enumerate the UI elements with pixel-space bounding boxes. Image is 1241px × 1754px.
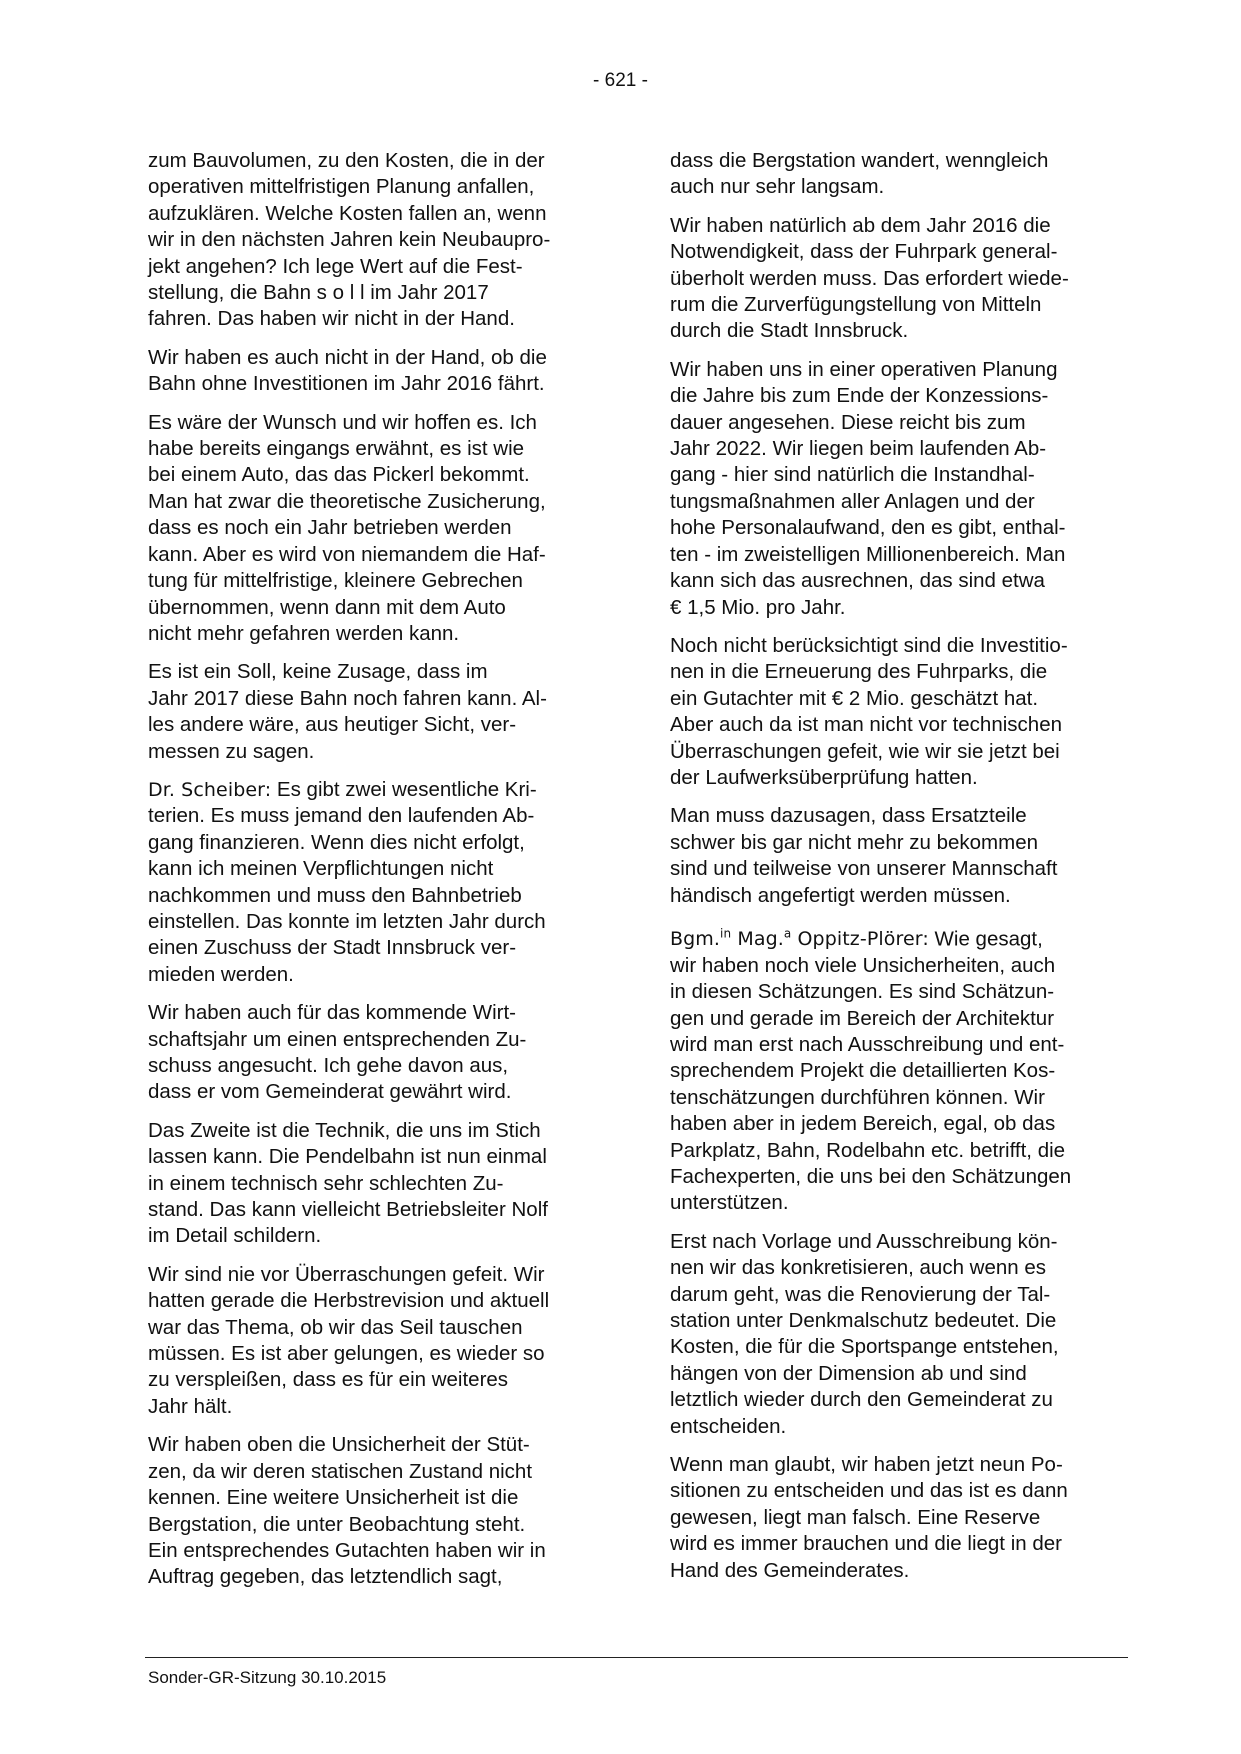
paragraph: Wir haben uns in einer operativen Planung die Jahre bis zum Ende der Konzessions- dauer angesehen. Diese reicht bis zum Jahr 2022. Wir liegen beim laufenden Ab- gang - hier sind natürlich die Instandhal- tungsmaßnahmen aller Anlagen und der hohe Personalaufwand, den es gibt, enthal- ten - im zweistelligen Millionenbereich. Man kann sich das ausrechnen, das sind etwa € 1,5 Mio. pro Jahr. — [670, 357, 1066, 619]
paragraph: Es ist ein Soll, keine Zusage, dass im Jahr 2017 diese Bahn noch fahren kann. Al- les andere wäre, aus heutiger Sicht, ver- messen zu sagen. — [148, 660, 547, 763]
paragraph: Das Zweite ist die Technik, die uns im Stich lassen kann. Die Pendelbahn ist nun einmal in einem technisch sehr schlechten Zu- stand. Das kann vielleicht Betriebsleiter Nolf im Detail schildern. — [148, 1118, 548, 1248]
paragraph: Wir sind nie vor Überraschungen gefeit. Wir hatten gerade die Herbstrevision und aktuell war das Thema, ob wir das Seil tauschen müssen. Es ist aber gelungen, es wieder so zu verspleißen, dass es für ein weiteres Jahr hält. — [148, 1262, 550, 1418]
paragraph: Man muss dazusagen, dass Ersatzteile schwer bis gar nicht mehr zu bekommen sind und teilweise von unserer Mannschaft händisch angefertigt werden müssen. — [670, 804, 1058, 907]
right-column — [670, 148, 1130, 1596]
speaker-paragraph — [670, 921, 1130, 1217]
speaker-name: Dr. Scheiber: — [148, 778, 272, 801]
footer-text: Sonder-GR-Sitzung 30.10.2015 — [148, 1668, 387, 1687]
page-number: - 621 - — [593, 70, 648, 91]
speaker-name: Bgm.$^{in}$ Mag.$^a$ Oppitz-Plörer: — [670, 926, 929, 951]
speaker-paragraph — [148, 777, 598, 988]
footer-divider — [145, 1657, 1128, 1658]
speech-text: Wie gesagt, wir haben noch viele Unsicherheiten, auch in diesen Schätzungen. Es sind Schätzun- gen und gerade im Bereich der Architektur wird man erst nach Ausschreibung und ent- sprechendem Projekt die detaillierten Kos- tenschätzungen durchführen können. Wir haben aber in jedem Bereich, egal, ob das Parkplatz, Bahn, Rodelbahn etc. betrifft, die Fachexperten, die uns bei den Schätzungen unterstützen. — [670, 927, 1072, 1215]
left-column — [148, 148, 598, 1603]
paragraph: Erst nach Vorlage und Ausschreibung kön- nen wir das konkretisieren, auch wenn es darum geht, was die Renovierung der Tal- station unter Denkmalschutz bedeutet. Die Kosten, die für die Sportspange entstehen, hängen von der Dimension ab und sind letztlich wieder durch den Gemeinderat zu entscheiden. — [670, 1229, 1059, 1438]
paragraph: Wir haben auch für das kommende Wirt- schaftsjahr um einen entsprechenden Zu- schuss angesucht. Ich gehe davon aus, dass er vom Gemeinderat gewährt wird. — [148, 1001, 527, 1104]
paragraph: Es wäre der Wunsch und wir hoffen es. Ich habe bereits eingangs erwähnt, es ist wie bei einem Auto, das das Pickerl bekommt. Man hat zwar die theoretische Zusicherung, dass es noch ein Jahr betrieben werden kann. Aber es wird von niemandem die Haf- tung für mittelfristige, kleinere Gebrechen übernommen, wenn dann mit dem Auto nicht mehr gefahren werden kann. — [148, 410, 546, 645]
paragraph: zum Bauvolumen, zu den Kosten, die in der operativen mittelfristigen Planung anfallen, aufzuklären. Welche Kosten fallen an, wenn wir in den nächsten Jahren kein Neubaupro- jekt angehen? Ich lege Wert auf die Fest- stellung, die Bahn s o l l im Jahr 2017 fahren. Das haben wir nicht in der Hand. — [148, 149, 551, 331]
speech-text: Es gibt zwei wesentliche Kri- terien. Es muss jemand den laufenden Ab- gang finanzieren. Wenn dies nicht erfolgt, kann ich meinen Verpflichtungen nicht nachkommen und muss den Bahnbetrieb einstellen. Das konnte im letzten Jahr durch einen Zuschuss der Stadt Innsbruck ver- mieden werden. — [148, 777, 546, 986]
paragraph: Noch nicht berücksichtigt sind die Investitio- nen in die Erneuerung des Fuhrparks, die ein Gutachter mit € 2 Mio. geschätzt hat. Aber auch da ist man nicht vor technischen Überraschungen gefeit, wie wir sie jetzt bei der Laufwerksüberprüfung hatten. — [670, 633, 1068, 789]
paragraph: dass die Bergstation wandert, wenngleich auch nur sehr langsam. — [670, 149, 1049, 199]
paragraph: Wir haben natürlich ab dem Jahr 2016 die Notwendigkeit, dass der Fuhrpark general- überholt werden muss. Das erfordert wiede- rum die Zurverfügungstellung von Mitteln durch die Stadt Innsbruck. — [670, 213, 1069, 343]
paragraph: Wir haben oben die Unsicherheit der Stüt- zen, da wir deren statischen Zustand nicht kennen. Eine weitere Unsicherheit ist die Bergstation, die unter Beobachtung steht. Ein entsprechendes Gutachten haben wir in Auftrag gegeben, das letztendlich sagt, — [148, 1433, 546, 1589]
paragraph: Wenn man glaubt, wir haben jetzt neun Po- sitionen zu entscheiden und das ist es dann gewesen, liegt man falsch. Eine Reserve wird es immer brauchen und die liegt in der Hand des Gemeinderates. — [670, 1453, 1068, 1582]
paragraph: Wir haben es auch nicht in der Hand, ob die Bahn ohne Investitionen im Jahr 2016 fährt. — [148, 345, 547, 396]
